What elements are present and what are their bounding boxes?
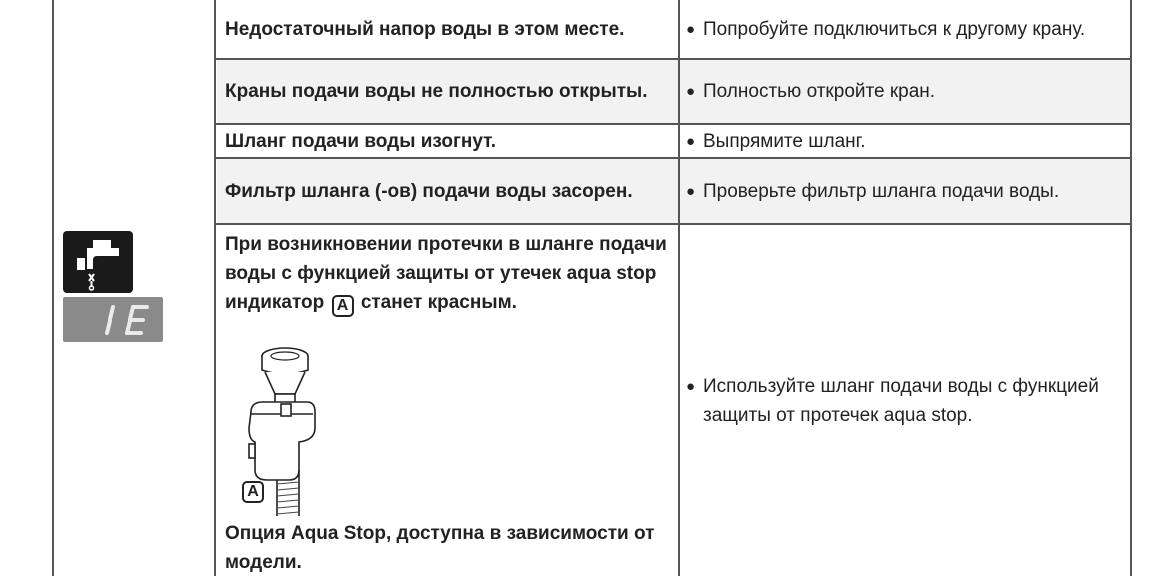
bullet: ● (686, 132, 696, 150)
error-code-display (63, 297, 163, 342)
aqua-stop-indicator-badge: A (332, 295, 354, 317)
table-row-solution: ● Проверьте фильтр шланга подачи воды. (680, 159, 1130, 223)
bullet: ● (686, 20, 696, 38)
table-row-cause: Недостаточный напор воды в этом месте. (225, 18, 625, 40)
bullet: ● (686, 377, 696, 395)
table-divider-code (214, 0, 216, 576)
bullet: ● (686, 83, 696, 100)
table-row-solution: ● Попробуйте подключиться к другому крану. (680, 0, 1130, 58)
table-row-solution: ● Выпрямите шланг. (680, 125, 1130, 157)
table-row-solution-leak: ● Используйте шланг подачи воды с функцией защиты от протечек aqua stop. (680, 225, 1130, 576)
table-row-solution: ● Полностью откройте кран. (680, 60, 1130, 123)
aqua-stop-caption: Опция Aqua Stop, доступна в зависимости от модели. (225, 523, 655, 573)
table-border-left (52, 0, 54, 576)
table-row-cause: Шланг подачи воды изогнут. (225, 130, 497, 152)
error-code-text: 1E (63, 297, 65, 298)
figure-label-a: A (242, 481, 264, 503)
bullet: ● (686, 182, 696, 200)
table-row-cause: Краны подачи воды не полностью открыты. (217, 60, 678, 123)
water-tap-warning-icon (63, 231, 133, 293)
table-row-cause: Фильтр шланга (-ов) подачи воды засорен. (217, 159, 678, 223)
table-border-right (1130, 0, 1132, 576)
table-row-cause-leak: При возникновении протечки в шланге подачи воды с функцией защиты от утечек aqua stop индикатор A станет красным. (217, 226, 678, 576)
